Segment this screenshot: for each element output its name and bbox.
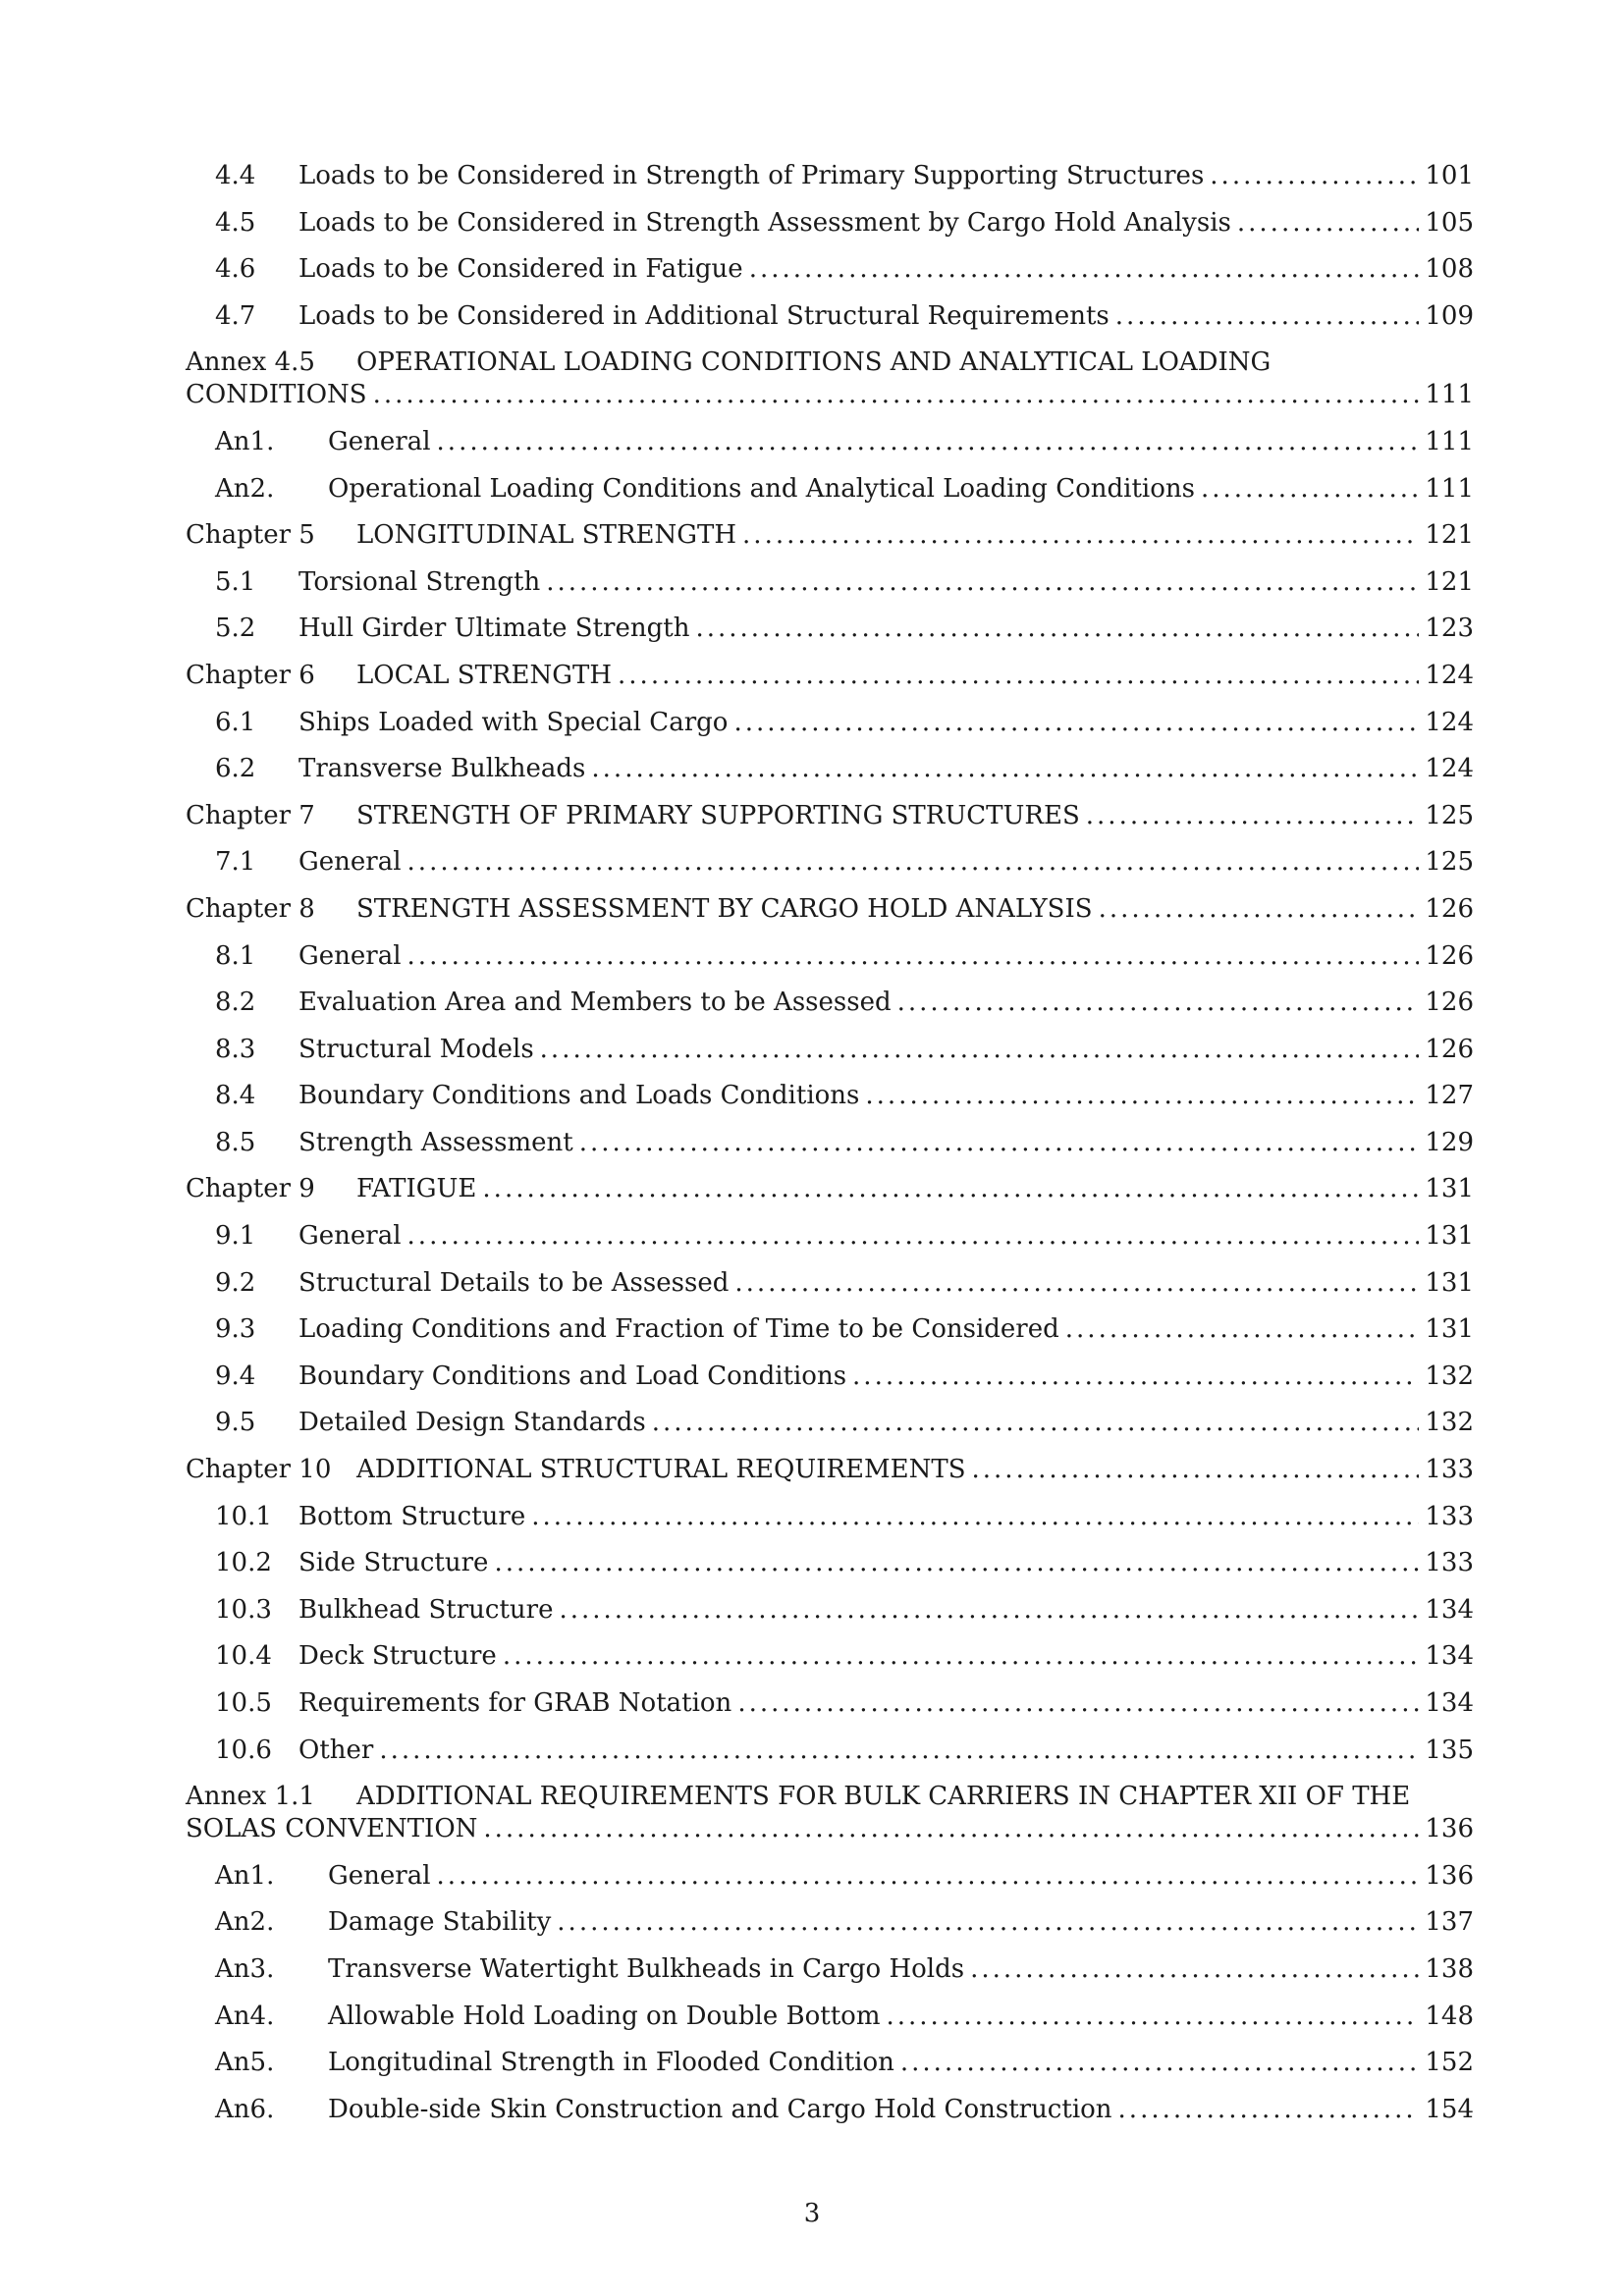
toc-entry-page: 138 <box>1425 1953 1474 1984</box>
toc-entry-number: 10.4 <box>215 1641 272 1672</box>
toc-leader-dots <box>373 379 1420 411</box>
toc-leader-dots <box>652 1400 1420 1447</box>
toc-entry[interactable] <box>186 1447 1474 1494</box>
toc-entry[interactable] <box>186 1400 1474 1447</box>
toc-leader-dots <box>972 1447 1420 1494</box>
toc-entry[interactable] <box>186 1681 1474 1728</box>
toc-entry-number: 7.1 <box>215 847 256 878</box>
toc-entry[interactable] <box>186 980 1474 1027</box>
toc-entry-title: LONGITUDINAL STRENGTH <box>356 520 737 551</box>
toc-entry[interactable] <box>186 246 1474 294</box>
toc-entry[interactable] <box>186 793 1474 840</box>
toc-entry-page: 132 <box>1425 1361 1474 1391</box>
toc-entry-number: An1. <box>215 1860 275 1891</box>
toc-entry-number: 8.5 <box>215 1127 256 1157</box>
toc-entry-title: Other <box>298 1735 374 1765</box>
toc-entry-page: 134 <box>1425 1594 1474 1625</box>
toc-entry-number: 10.1 <box>215 1501 272 1531</box>
toc-entry-page: 126 <box>1425 988 1474 1018</box>
toc-entry-number: 8.1 <box>215 940 256 971</box>
toc-entry-page: 125 <box>1425 847 1474 878</box>
toc-leader-dots <box>407 1213 1420 1260</box>
toc-entry-page: 126 <box>1425 940 1474 971</box>
toc-entry-page: 133 <box>1425 1455 1474 1485</box>
toc-entry-page: 108 <box>1425 254 1474 285</box>
toc-leader-dots <box>865 1073 1419 1120</box>
toc-entry-page: 121 <box>1425 520 1474 551</box>
toc-entry-title: Bottom Structure <box>298 1501 526 1531</box>
toc-entry-number: An3. <box>215 1953 275 1984</box>
toc-entry-title: General <box>298 940 402 971</box>
toc-entry-line2 <box>186 379 1474 411</box>
toc-entry-number: Chapter 10 <box>186 1455 332 1485</box>
toc-entry-number: Chapter 7 <box>186 800 315 830</box>
toc-entry-page: 152 <box>1425 2048 1474 2078</box>
toc-entry[interactable] <box>186 839 1474 886</box>
toc-entry-page: 123 <box>1425 614 1474 644</box>
toc-leader-dots <box>437 419 1420 466</box>
toc-entry-page: 127 <box>1425 1081 1474 1111</box>
toc-leader-dots <box>591 746 1419 793</box>
toc-entry-page: 124 <box>1425 660 1474 690</box>
toc-entry-title: Structural Models <box>298 1034 534 1064</box>
toc-leader-dots <box>494 1540 1419 1587</box>
toc-entry-number: An5. <box>215 2048 275 2078</box>
toc-entry-line2 <box>186 1813 1474 1845</box>
toc-entry-page: 121 <box>1425 566 1474 597</box>
toc-leader-dots <box>1237 200 1419 247</box>
toc-entry-title: Loads to be Considered in Strength Assessment by Cargo Hold Analysis <box>298 207 1231 238</box>
toc-entry-number: 6.2 <box>215 754 256 784</box>
toc-leader-dots <box>1065 1307 1420 1354</box>
toc-entry[interactable] <box>186 340 1474 419</box>
toc-entry-title: General <box>298 1221 402 1252</box>
toc-leader-dots <box>579 1120 1420 1167</box>
toc-entry-title: Requirements for GRAB Notation <box>298 1688 732 1718</box>
toc-entry-number: 4.5 <box>215 207 256 238</box>
toc-entry-title: Operational Loading Conditions and Analytical Loading Conditions <box>328 473 1195 504</box>
toc-entry-number: Chapter 9 <box>186 1174 315 1204</box>
toc-entry-number: 6.1 <box>215 707 256 737</box>
toc-entry[interactable] <box>186 1027 1474 1074</box>
toc-entry-title: Transverse Watertight Bulkheads in Cargo Holds <box>328 1953 965 1984</box>
toc-leader-dots <box>437 1853 1420 1900</box>
toc-entry-title: Allowable Hold Loading on Double Bottom <box>328 2001 881 2031</box>
table-of-contents <box>186 153 1474 2133</box>
toc-entry-page: 148 <box>1425 2001 1474 2031</box>
toc-entry-title: FATIGUE <box>356 1174 477 1204</box>
toc-entry-number: 8.4 <box>215 1081 256 1111</box>
toc-leader-dots <box>557 1899 1419 1947</box>
toc-entry-page: 101 <box>1425 161 1474 190</box>
toc-entry-page: 131 <box>1425 1267 1474 1298</box>
toc-leader-dots <box>900 2040 1419 2087</box>
toc-entry-title: Torsional Strength <box>298 566 541 597</box>
toc-entry-title: Deck Structure <box>298 1641 497 1672</box>
toc-entry-number: 10.2 <box>215 1548 272 1578</box>
toc-entry[interactable] <box>186 700 1474 747</box>
toc-entry-number: An4. <box>215 2001 275 2031</box>
toc-leader-dots <box>1115 294 1420 341</box>
toc-entry-title: Boundary Conditions and Load Conditions <box>298 1361 847 1391</box>
toc-entry[interactable] <box>186 466 1474 513</box>
toc-entry-title: ADDITIONAL REQUIREMENTS FOR BULK CARRIERS IN CHAPTER XII OF THE <box>356 1782 1411 1812</box>
toc-entry[interactable] <box>186 1587 1474 1634</box>
toc-entry-page: 133 <box>1425 1548 1474 1578</box>
toc-entry-title: Structural Details to be Assessed <box>298 1267 730 1298</box>
toc-leader-dots <box>407 934 1420 981</box>
toc-entry[interactable] <box>186 886 1474 934</box>
toc-entry-title: General <box>328 1860 431 1891</box>
toc-leader-dots <box>749 246 1420 294</box>
toc-entry-page: 126 <box>1425 893 1474 924</box>
toc-leader-dots <box>546 560 1419 607</box>
toc-leader-dots <box>482 1166 1419 1213</box>
toc-entry-page: 124 <box>1425 707 1474 737</box>
toc-entry-title: General <box>298 847 402 878</box>
toc-entry-title: Damage Stability <box>328 1907 552 1938</box>
toc-entry-page: 125 <box>1425 800 1474 830</box>
toc-entry[interactable] <box>186 746 1474 793</box>
toc-entry-title: Longitudinal Strength in Flooded Condition <box>328 2048 894 2078</box>
toc-leader-dots <box>379 1728 1419 1775</box>
toc-entry-number: 9.4 <box>215 1361 256 1391</box>
toc-entry-number: 9.3 <box>215 1314 256 1345</box>
toc-entry[interactable] <box>186 153 1474 200</box>
toc-entry-number: Chapter 8 <box>186 893 315 924</box>
toc-entry-page: 111 <box>1425 426 1474 456</box>
toc-entry-page: 133 <box>1425 1501 1474 1531</box>
toc-entry-number: 10.6 <box>215 1735 272 1765</box>
toc-entry[interactable] <box>186 200 1474 247</box>
toc-entry-title: Loads to be Considered in Strength of Primary Supporting Structures <box>298 161 1205 190</box>
toc-entry[interactable] <box>186 1853 1474 1900</box>
toc-leader-dots <box>1201 466 1419 513</box>
toc-entry[interactable] <box>186 1994 1474 2041</box>
toc-entry-number: 5.1 <box>215 566 256 597</box>
toc-entry-page: 111 <box>1425 380 1474 410</box>
toc-entry[interactable] <box>186 560 1474 607</box>
toc-entry-title: STRENGTH OF PRIMARY SUPPORTING STRUCTURES <box>356 800 1080 830</box>
toc-entry[interactable] <box>186 1073 1474 1120</box>
toc-leader-dots <box>742 512 1419 560</box>
toc-entry[interactable] <box>186 1947 1474 1994</box>
toc-entry-title: Transverse Bulkheads <box>298 754 586 784</box>
toc-leader-dots <box>733 700 1419 747</box>
toc-entry-number: Chapter 6 <box>186 660 315 690</box>
toc-entry-number: 4.4 <box>215 161 256 190</box>
toc-entry-number: 4.6 <box>215 254 256 285</box>
toc-entry-page: 131 <box>1425 1174 1474 1204</box>
toc-entry-number: Annex 4.5 <box>186 347 315 378</box>
toc-entry[interactable] <box>186 1354 1474 1401</box>
toc-entry-title: Hull Girder Ultimate Strength <box>298 614 690 644</box>
toc-entry-title: Ships Loaded with Special Cargo <box>298 707 729 737</box>
toc-leader-dots <box>1118 2087 1420 2134</box>
toc-entry-number: 9.2 <box>215 1267 256 1298</box>
toc-leader-dots <box>559 1587 1419 1634</box>
toc-entry-page: 131 <box>1425 1314 1474 1345</box>
toc-leader-dots <box>531 1494 1419 1541</box>
toc-leader-dots <box>887 1994 1420 2041</box>
toc-entry[interactable] <box>186 934 1474 981</box>
toc-entry-line1 <box>186 347 1474 379</box>
toc-entry-number: 5.2 <box>215 614 256 644</box>
toc-entry-title: OPERATIONAL LOADING CONDITIONS AND ANALYTICAL LOADING <box>356 347 1272 378</box>
toc-entry-page: 126 <box>1425 1034 1474 1064</box>
toc-entry[interactable] <box>186 1213 1474 1260</box>
toc-entry[interactable] <box>186 606 1474 653</box>
toc-leader-dots <box>734 1260 1419 1308</box>
toc-leader-dots <box>1086 793 1420 840</box>
toc-entry-title: Loading Conditions and Fraction of Time to be Considered <box>298 1314 1059 1345</box>
toc-entry-number: An2. <box>215 1907 275 1938</box>
toc-entry[interactable] <box>186 1260 1474 1308</box>
toc-entry-page: 111 <box>1425 473 1474 504</box>
toc-entry[interactable] <box>186 1540 1474 1587</box>
toc-entry-title-continued: SOLAS CONVENTION <box>186 1814 478 1844</box>
toc-entry[interactable] <box>186 2087 1474 2134</box>
toc-entry[interactable] <box>186 1307 1474 1354</box>
toc-leader-dots <box>695 606 1419 653</box>
toc-entry-title: STRENGTH ASSESSMENT BY CARGO HOLD ANALYSIS <box>356 893 1093 924</box>
toc-entry-title: Side Structure <box>298 1548 489 1578</box>
toc-entry-title: LOCAL STRENGTH <box>356 660 613 690</box>
toc-entry-number: 8.3 <box>215 1034 256 1064</box>
toc-entry-title: Detailed Design Standards <box>298 1408 646 1438</box>
toc-entry[interactable] <box>186 1774 1474 1853</box>
toc-entry-number: 10.3 <box>215 1594 272 1625</box>
toc-entry[interactable] <box>186 1728 1474 1775</box>
toc-entry-title: Evaluation Area and Members to be Assessed <box>298 988 892 1018</box>
toc-entry-page: 134 <box>1425 1688 1474 1718</box>
toc-entry-line1 <box>186 1781 1474 1813</box>
toc-leader-dots <box>483 1813 1419 1845</box>
toc-entry-page: 154 <box>1425 2094 1474 2124</box>
toc-leader-dots <box>737 1681 1419 1728</box>
toc-entry-title: Strength Assessment <box>298 1127 573 1157</box>
toc-entry-page: 134 <box>1425 1641 1474 1672</box>
toc-entry-number: An1. <box>215 426 275 456</box>
toc-entry-title: ADDITIONAL STRUCTURAL REQUIREMENTS <box>356 1455 966 1485</box>
toc-entry-number: 9.5 <box>215 1408 256 1438</box>
toc-entry-page: 124 <box>1425 754 1474 784</box>
toc-entry-number: An2. <box>215 473 275 504</box>
toc-entry-page: 132 <box>1425 1408 1474 1438</box>
toc-entry[interactable] <box>186 1899 1474 1947</box>
toc-entry-number: 4.7 <box>215 300 256 331</box>
toc-entry-number: Chapter 5 <box>186 520 315 551</box>
toc-entry-page: 137 <box>1425 1907 1474 1938</box>
toc-entry-page: 131 <box>1425 1221 1474 1252</box>
toc-entry[interactable] <box>186 1494 1474 1541</box>
toc-leader-dots <box>540 1027 1420 1074</box>
toc-entry-page: 136 <box>1425 1860 1474 1891</box>
toc-entry-page: 129 <box>1425 1127 1474 1157</box>
toc-entry-number: 9.1 <box>215 1221 256 1252</box>
toc-entry-number: An6. <box>215 2094 275 2124</box>
toc-leader-dots <box>1210 153 1419 200</box>
toc-entry-title: Double-side Skin Construction and Cargo Hold Construction <box>328 2094 1112 2124</box>
toc-entry-page: 105 <box>1425 207 1474 238</box>
toc-entry[interactable] <box>186 1120 1474 1167</box>
toc-entry-page: 135 <box>1425 1735 1474 1765</box>
toc-entry-page: 136 <box>1425 1814 1474 1844</box>
toc-entry-title: Loads to be Considered in Fatigue <box>298 254 743 285</box>
toc-leader-dots <box>1099 886 1420 934</box>
toc-entry-page: 109 <box>1425 300 1474 331</box>
toc-entry-title-continued: CONDITIONS <box>186 380 367 410</box>
toc-entry[interactable] <box>186 419 1474 466</box>
page-number: 3 <box>803 2199 821 2228</box>
toc-entry-title: Boundary Conditions and Loads Conditions <box>298 1081 860 1111</box>
toc-leader-dots <box>407 839 1420 886</box>
toc-entry[interactable] <box>186 512 1474 560</box>
toc-leader-dots <box>897 980 1420 1027</box>
toc-entry-number: 10.5 <box>215 1688 272 1718</box>
toc-leader-dots <box>970 1947 1419 1994</box>
toc-entry[interactable] <box>186 653 1474 700</box>
toc-entry[interactable] <box>186 1166 1474 1213</box>
toc-leader-dots <box>852 1354 1419 1401</box>
toc-entry[interactable] <box>186 1633 1474 1681</box>
toc-entry-number: 8.2 <box>215 988 256 1018</box>
toc-entry[interactable] <box>186 294 1474 341</box>
toc-entry-title: Bulkhead Structure <box>298 1594 554 1625</box>
toc-leader-dots <box>618 653 1419 700</box>
toc-entry-title: Loads to be Considered in Additional Structural Requirements <box>298 300 1110 331</box>
toc-entry-title: General <box>328 426 431 456</box>
toc-entry[interactable] <box>186 2040 1474 2087</box>
toc-leader-dots <box>503 1633 1420 1681</box>
toc-entry-number: Annex 1.1 <box>186 1782 315 1812</box>
